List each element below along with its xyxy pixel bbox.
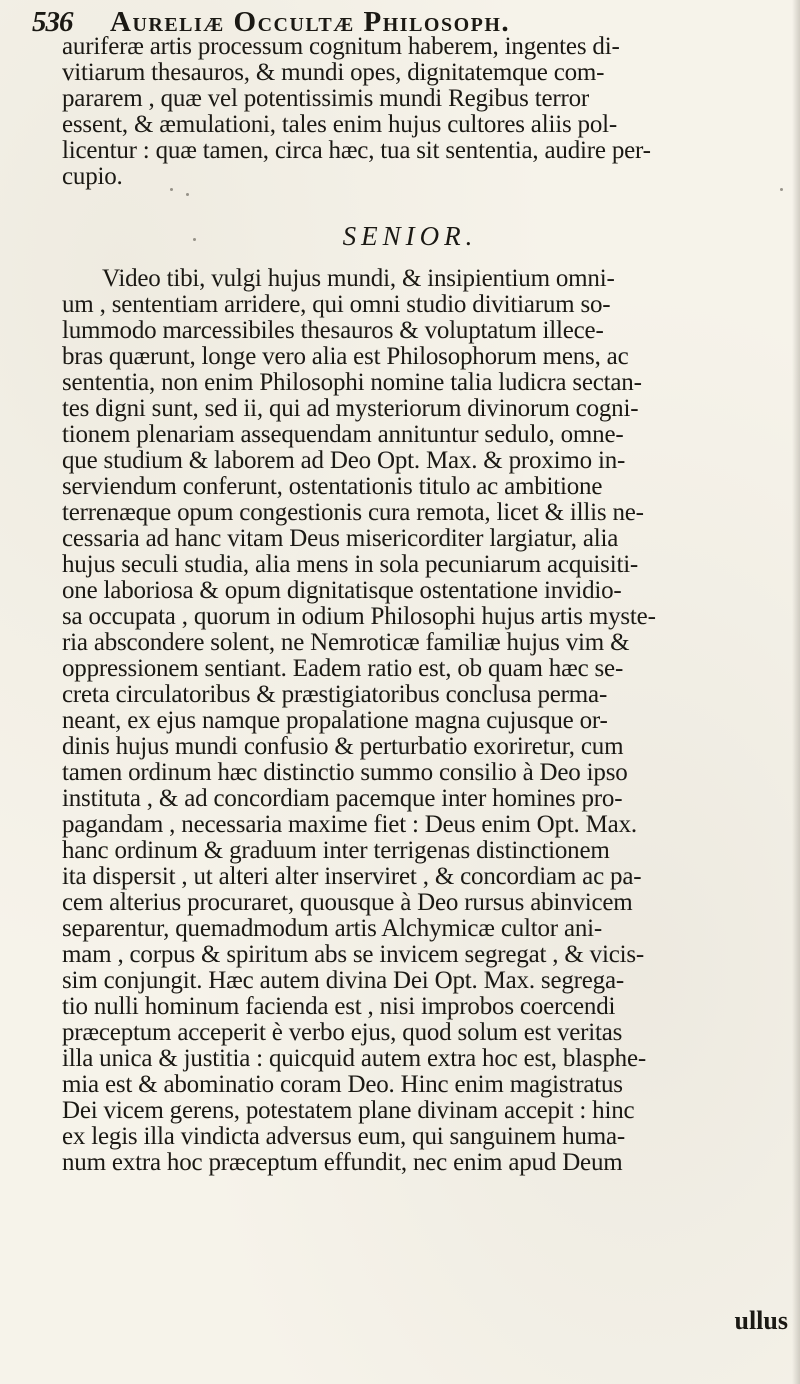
text-line: pararem , quæ vel potentissimis mundi Regibus terror [62,85,590,112]
text-line: cupio. [62,163,123,190]
text-line: licentur : quæ tamen, circa hæc, tua sit sententia, audire per- [62,137,651,164]
paper-speck [780,188,783,191]
text-line: tionem plenariam assequendam annituntur sedulo, omne- [62,421,624,448]
text-line: um , sententiam arridere, qui omni studio divitiarum so- [62,291,611,318]
text-line: auriferæ artis processum cognitum haberem, ingentes di- [62,33,620,60]
text-line: essent, & æmulationi, tales enim hujus cultores aliis pol- [62,111,617,138]
page-edge-shadow [792,0,800,1384]
text-line: oppressionem sentiant. Eadem ratio est, ob quam hæc se- [62,655,624,682]
text-line: neant, ex ejus namque propalatione magna cujusque or- [62,707,608,734]
text-line: one laboriosa & opum dignitatisque ostentatione invidio- [62,577,622,604]
intro-paragraph [62,34,794,190]
text-line: Video tibi, vulgi hujus mundi, & insipientium omni- [102,265,615,292]
text-line: hanc ordinum & graduum inter terrigenas distinctionem [62,837,610,864]
main-paragraph [62,266,794,1176]
text-line: lummodo marcessibiles thesauros & voluptatum illece- [62,317,604,344]
text-line: bras quærunt, longe vero alia est Philosophorum mens, ac [62,343,629,370]
text-line: præceptum acceperit è verbo ejus, quod solum est veritas [62,1019,623,1046]
text-line: sim conjungit. Hæc autem divina Dei Opt. Max. segrega- [62,967,624,994]
text-line: num extra hoc præceptum effundit, nec enim apud Deum [62,1149,623,1176]
text-line: mia est & abominatio coram Deo. Hinc enim magistratus [62,1071,623,1098]
page-number: 536 [32,6,73,38]
text-line: tes digni sunt, sed ii, qui ad mysteriorum divinorum cogni- [62,395,639,422]
text-line: Dei vicem gerens, potestatem plane divinam accepit : hinc [62,1097,635,1124]
text-line: dinis hujus mundi confusio & perturbatio exoriretur, cum [62,733,624,760]
speaker-name: SENIOR. [342,221,478,251]
speaker-heading [0,220,800,252]
text-line: separentur, quemadmodum artis Alchymicæ cultor ani- [62,915,603,942]
text-line: ria abscondere solent, ne Nemroticæ familiæ hujus vim & [62,629,630,656]
running-title: Aureliæ Occultæ Philosoph. [110,6,511,38]
text-line: sa occupata , quorum in odium Philosophi hujus artis myste- [62,603,656,630]
text-line: cem alterius procuraret, quousque à Deo rursus abinvicem [62,889,633,916]
text-line: tio nulli hominum facienda est , nisi improbos coercendi [62,993,616,1020]
text-line: ita dispersit , ut alteri alter inserviret , & concordiam ac pa- [62,863,642,890]
text-line: pagandam , necessaria maxime fiet : Deus enim Opt. Max. [62,811,637,838]
text-line: creta circulatoribus & præstigiatoribus conclusa perma- [62,681,608,708]
text-line: mam , corpus & spiritum abs se invicem segregat , & vicis- [62,941,645,968]
text-line: vitiarum thesauros, & mundi opes, dignitatemque com- [62,59,605,86]
paper-speck [193,238,196,241]
text-line: tamen ordinum hæc distinctio summo consilio à Deo ipso [62,759,628,786]
text-line: cessaria ad hanc vitam Deus misericorditer largiatur, alia [62,525,619,552]
catchword: ullus [734,1306,788,1335]
text-line: sententia, non enim Philosophi nomine talia ludicra sectan- [62,369,642,396]
text-line: ex legis illa vindicta adversus eum, qui sanguinem huma- [62,1123,625,1150]
text-line: instituta , & ad concordiam pacemque inter homines pro- [62,785,623,812]
text-line: hujus seculi studia, alia mens in sola pecuniarum acquisiti- [62,551,639,578]
paper-speck [170,188,173,191]
text-line: terrenæque opum congestionis cura remota, licet & illis ne- [62,499,644,526]
paper-speck [186,193,189,196]
text-line: que studium & laborem ad Deo Opt. Max. & proximo in- [62,447,626,474]
text-line: serviendum conferunt, ostentationis titulo ac ambitione [62,473,603,500]
text-line: illa unica & justitia : quicquid autem extra hoc est, blasphe- [62,1045,646,1072]
